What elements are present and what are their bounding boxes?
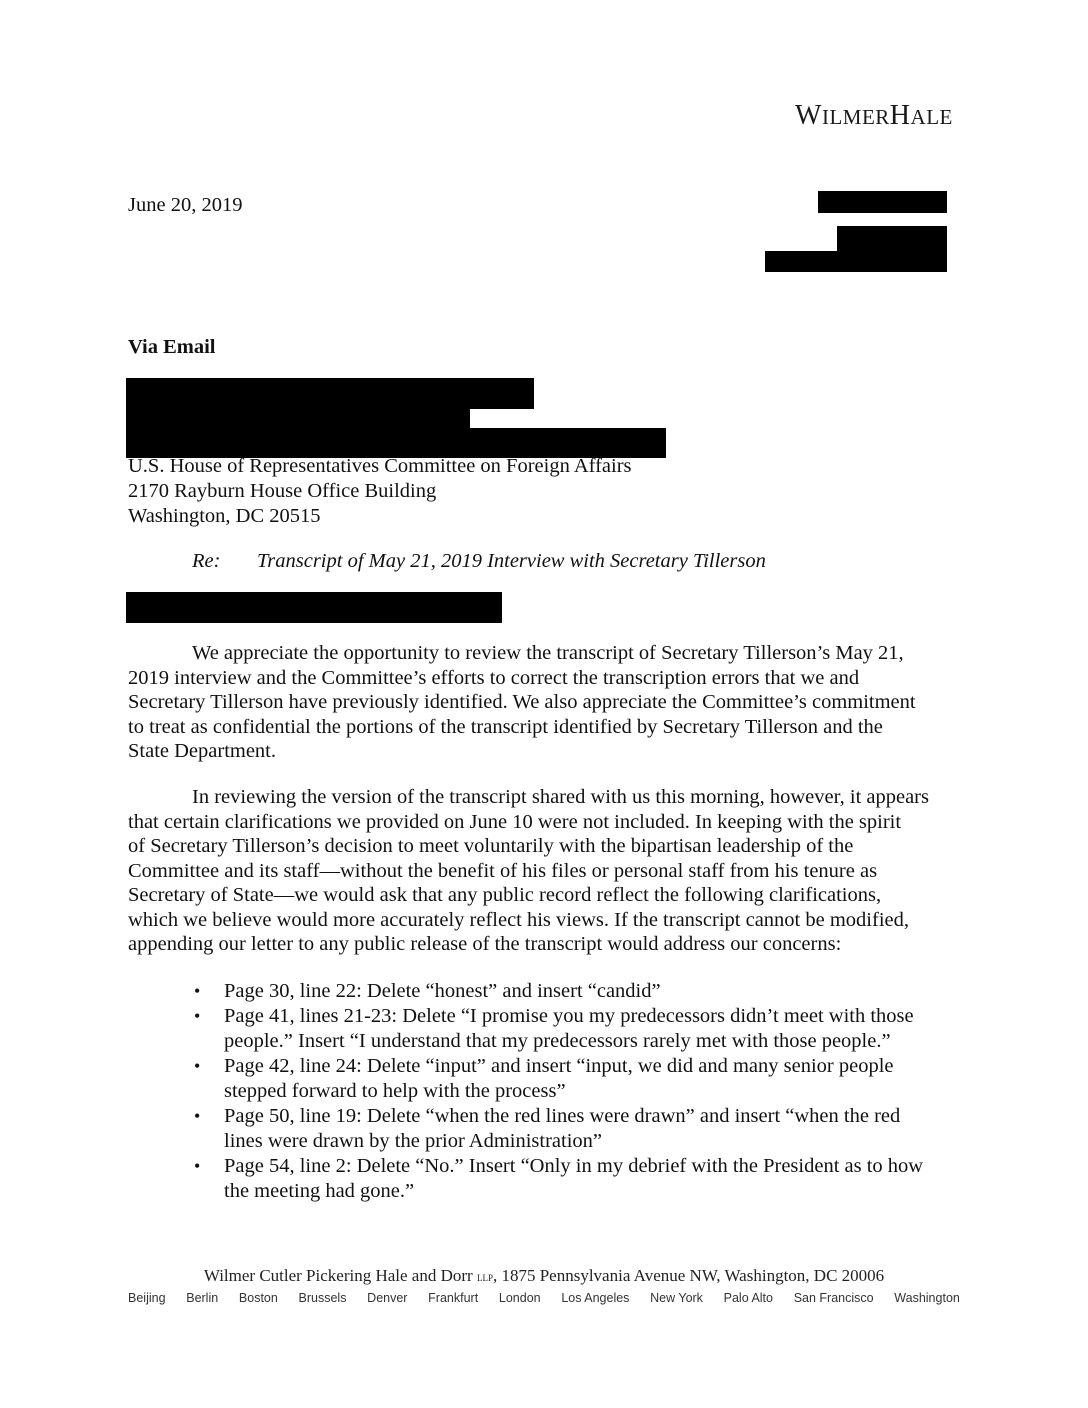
list-item-line: stepped forward to help with the process”	[224, 1080, 566, 1102]
wilmerhale-logo: WILMERHALE	[795, 100, 953, 131]
paragraph-line: that certain clarifications we provided on June 10 were not included. In keeping with the spirit	[128, 810, 902, 833]
office-city: Frankfurt	[428, 1291, 479, 1305]
office-city: San Francisco	[793, 1291, 874, 1305]
bullet-icon: •	[194, 1056, 201, 1076]
paragraph-line: appending our letter to any public release of the transcript would address our concerns:	[128, 933, 842, 955]
subject-label: Re:	[192, 550, 221, 572]
letter-date: June 20, 2019	[128, 194, 243, 216]
list-item	[190, 1104, 970, 1154]
list-item-line: Page 54, line 2: Delete “No.” Insert “Only in my debrief with the President as to how	[224, 1155, 924, 1177]
redaction-block	[126, 592, 502, 623]
bullet-icon: •	[194, 1106, 201, 1126]
list-item	[190, 1154, 970, 1204]
bullet-icon: •	[194, 981, 201, 1001]
subject-text: Transcript of May 21, 2019 Interview with Secretary Tillerson	[257, 550, 766, 572]
list-item-line: Page 50, line 19: Delete “when the red lines were drawn” and insert “when the red	[224, 1105, 901, 1127]
paragraph-line: of Secretary Tillerson’s decision to meet voluntarily with the bipartisan leadership of the	[128, 835, 854, 857]
list-item-line: the meeting had gone.”	[224, 1180, 415, 1202]
office-city: Brussels	[298, 1291, 347, 1305]
body-paragraph	[128, 785, 968, 957]
delivery-method: Via Email	[128, 336, 216, 358]
list-item-line: Page 42, line 24: Delete “input” and insert “input, we did and many senior people	[224, 1055, 894, 1077]
paragraph-line: Committee and its staff—without the benefit of his files or personal staff from his tenure as	[128, 859, 878, 882]
paragraph-line: Secretary of State—we would ask that any public record reflect the following clarifications,	[128, 884, 882, 906]
redaction-block	[837, 226, 947, 252]
redaction-block	[765, 251, 947, 272]
firm-address: , 1875 Pennsylvania Avenue NW, Washington, DC 20006	[492, 1266, 885, 1285]
address-line: U.S. House of Representatives Committee on Foreign Affairs	[128, 455, 632, 477]
paragraph-line: State Department.	[128, 740, 277, 762]
redaction-block	[818, 191, 947, 213]
firm-name: Wilmer Cutler Pickering Hale and Dorr	[203, 1266, 473, 1285]
list-item	[190, 1004, 970, 1054]
firm-suffix: llp	[476, 1269, 493, 1284]
paragraph-line: In reviewing the version of the transcript shared with us this morning, however, it appears	[192, 786, 929, 808]
address-line: Washington, DC 20515	[128, 505, 321, 527]
list-item	[190, 1054, 970, 1104]
office-city: Palo Alto	[723, 1291, 773, 1305]
office-city: Washington	[894, 1291, 960, 1305]
footer-office-cities	[128, 1291, 960, 1305]
body-paragraph	[128, 641, 968, 764]
list-item	[190, 979, 970, 1004]
office-city: Denver	[367, 1291, 408, 1305]
paragraph-line: 2019 interview and the Committee’s efforts to correct the transcription errors that we and	[128, 666, 860, 689]
list-item-line: Page 41, lines 21-23: Delete “I promise you my predecessors didn’t meet with those	[224, 1005, 914, 1027]
address-line: 2170 Rayburn House Office Building	[128, 480, 437, 502]
office-city: London	[498, 1291, 541, 1305]
list-item-line: lines were drawn by the prior Administration”	[224, 1130, 603, 1152]
paragraph-line: Secretary Tillerson have previously identified. We also appreciate the Committee’s commitment	[128, 691, 916, 713]
list-item-line: people.” Insert “I understand that my predecessors rarely met with those people.”	[224, 1030, 891, 1052]
paragraph-line: which we believe would more accurately reflect his views. If the transcript cannot be modified,	[128, 908, 909, 931]
office-city: Los Angeles	[561, 1291, 630, 1305]
paragraph-line: to treat as confidential the portions of the transcript identified by Secretary Tillerson and the	[128, 715, 883, 738]
bullet-icon: •	[194, 1006, 201, 1026]
list-item-line: Page 30, line 22: Delete “honest” and insert “candid”	[224, 980, 661, 1002]
footer-firm-address	[0, 1266, 1088, 1286]
office-city: Boston	[238, 1291, 278, 1305]
office-city: New York	[650, 1291, 703, 1305]
office-city: Berlin	[186, 1291, 219, 1305]
recipient-address	[128, 454, 632, 529]
clarifications-list	[190, 979, 970, 1204]
redaction-block	[126, 408, 470, 429]
paragraph-line: We appreciate the opportunity to review the transcript of Secretary Tillerson’s May 21,	[192, 642, 904, 664]
office-city: Beijing	[128, 1291, 166, 1305]
redaction-block	[126, 378, 534, 409]
bullet-icon: •	[194, 1156, 201, 1176]
